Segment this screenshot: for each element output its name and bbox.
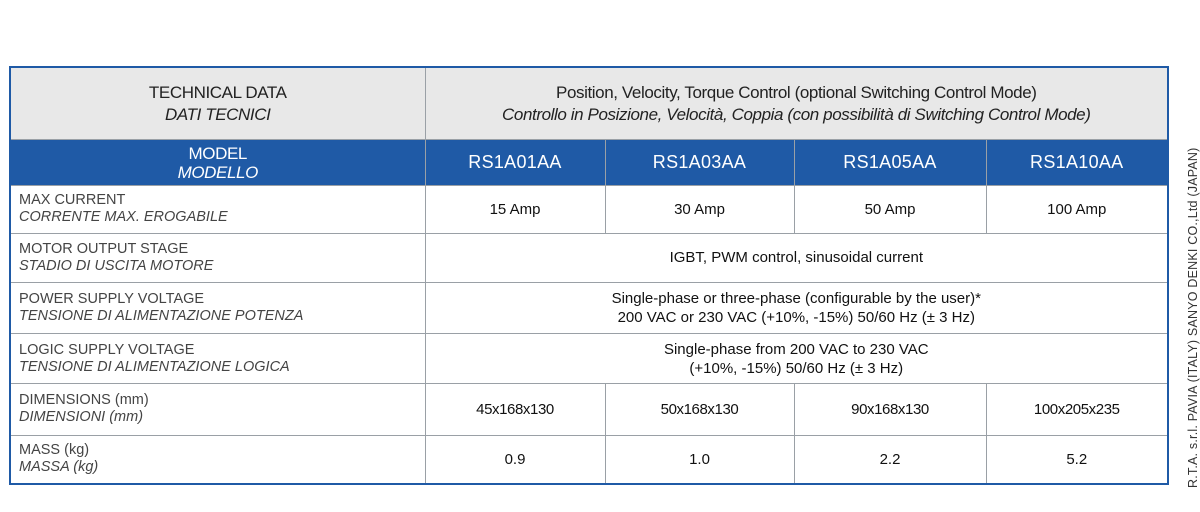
spec-table-frame [9, 66, 1169, 485]
value-cell [425, 334, 1167, 384]
value-cell: 50x168x130 [605, 384, 794, 435]
model-label-it: MODELLO [177, 162, 258, 182]
value-cell: 30 Amp [605, 186, 794, 234]
row-label-it: TENSIONE DI ALIMENTAZIONE LOGICA [19, 358, 290, 375]
value-line: Single-phase or three-phase (configurable by the user)* [611, 290, 981, 308]
max-current-label-cell [11, 186, 425, 234]
model-cell: RS1A03AA [605, 140, 794, 186]
header-left-cell [11, 68, 425, 140]
value-cell: 15 Amp [425, 186, 605, 234]
dimensions-row [11, 384, 1167, 435]
value-line: 200 VAC or 230 VAC (+10%, -15%) 50/60 Hz (± 3 Hz) [617, 309, 975, 327]
technical-data-table [11, 68, 1167, 483]
model-cell: RS1A01AA [425, 140, 605, 186]
header-title: TECHNICAL DATA [148, 82, 287, 102]
row-label: LOGIC SUPPLY VOLTAGE [19, 341, 195, 358]
header-right-cell [425, 68, 1167, 140]
value-cell: 50 Amp [794, 186, 986, 234]
row-label: MAX CURRENT [19, 192, 126, 209]
motor-output-row [11, 233, 1167, 282]
mass-label-cell [11, 435, 425, 483]
side-caption: R.T.A. s.r.l. PAVIA (ITALY) SANYO DENKI CO.,Ltd (JAPAN) [1186, 147, 1200, 488]
model-cell: RS1A10AA [986, 140, 1167, 186]
logic-supply-label-cell [11, 334, 425, 384]
value-cell: 45x168x130 [425, 384, 605, 435]
power-supply-label-cell [11, 282, 425, 333]
dimensions-label-cell [11, 384, 425, 435]
value-line: Single-phase from 200 VAC to 230 VAC [663, 340, 929, 358]
row-label-it: MASSA (kg) [19, 459, 99, 476]
row-label: MOTOR OUTPUT STAGE [19, 240, 189, 257]
row-label-it: CORRENTE MAX. EROGABILE [19, 209, 228, 226]
value-cell [425, 282, 1167, 333]
row-label: DIMENSIONS (mm) [19, 392, 149, 409]
power-supply-row [11, 282, 1167, 333]
value-cell: 100x205x235 [986, 384, 1167, 435]
model-cell: RS1A05AA [794, 140, 986, 186]
max-current-row [11, 186, 1167, 234]
row-label: POWER SUPPLY VOLTAGE [19, 291, 205, 308]
header-title-it: DATI TECNICI [165, 104, 271, 124]
value-cell: IGBT, PWM control, sinusoidal current [425, 233, 1167, 282]
mass-row [11, 435, 1167, 483]
value-cell: 5.2 [986, 435, 1167, 483]
value-line: (+10%, -15%) 50/60 Hz (± 3 Hz) [689, 359, 904, 377]
value-cell: 100 Amp [986, 186, 1167, 234]
value-cell: 1.0 [605, 435, 794, 483]
value-cell: 2.2 [794, 435, 986, 483]
header-row [11, 68, 1167, 140]
control-mode-title: Position, Velocity, Torque Control (optional Switching Control Mode) [556, 82, 1037, 102]
model-row [11, 140, 1167, 186]
control-mode-title-it: Controllo in Posizione, Velocità, Coppia (con possibilità di Switching Control Mode) [502, 104, 1091, 124]
row-label-it: DIMENSIONI (mm) [19, 409, 144, 426]
model-label-cell [11, 140, 425, 186]
row-label: MASS (kg) [19, 442, 90, 459]
value-cell: 0.9 [425, 435, 605, 483]
logic-supply-row [11, 334, 1167, 384]
row-label-it: STADIO DI USCITA MOTORE [19, 257, 214, 274]
value-cell: 90x168x130 [794, 384, 986, 435]
motor-output-label-cell [11, 233, 425, 282]
model-label: MODEL [188, 143, 247, 163]
row-label-it: TENSIONE DI ALIMENTAZIONE POTENZA [19, 308, 304, 325]
